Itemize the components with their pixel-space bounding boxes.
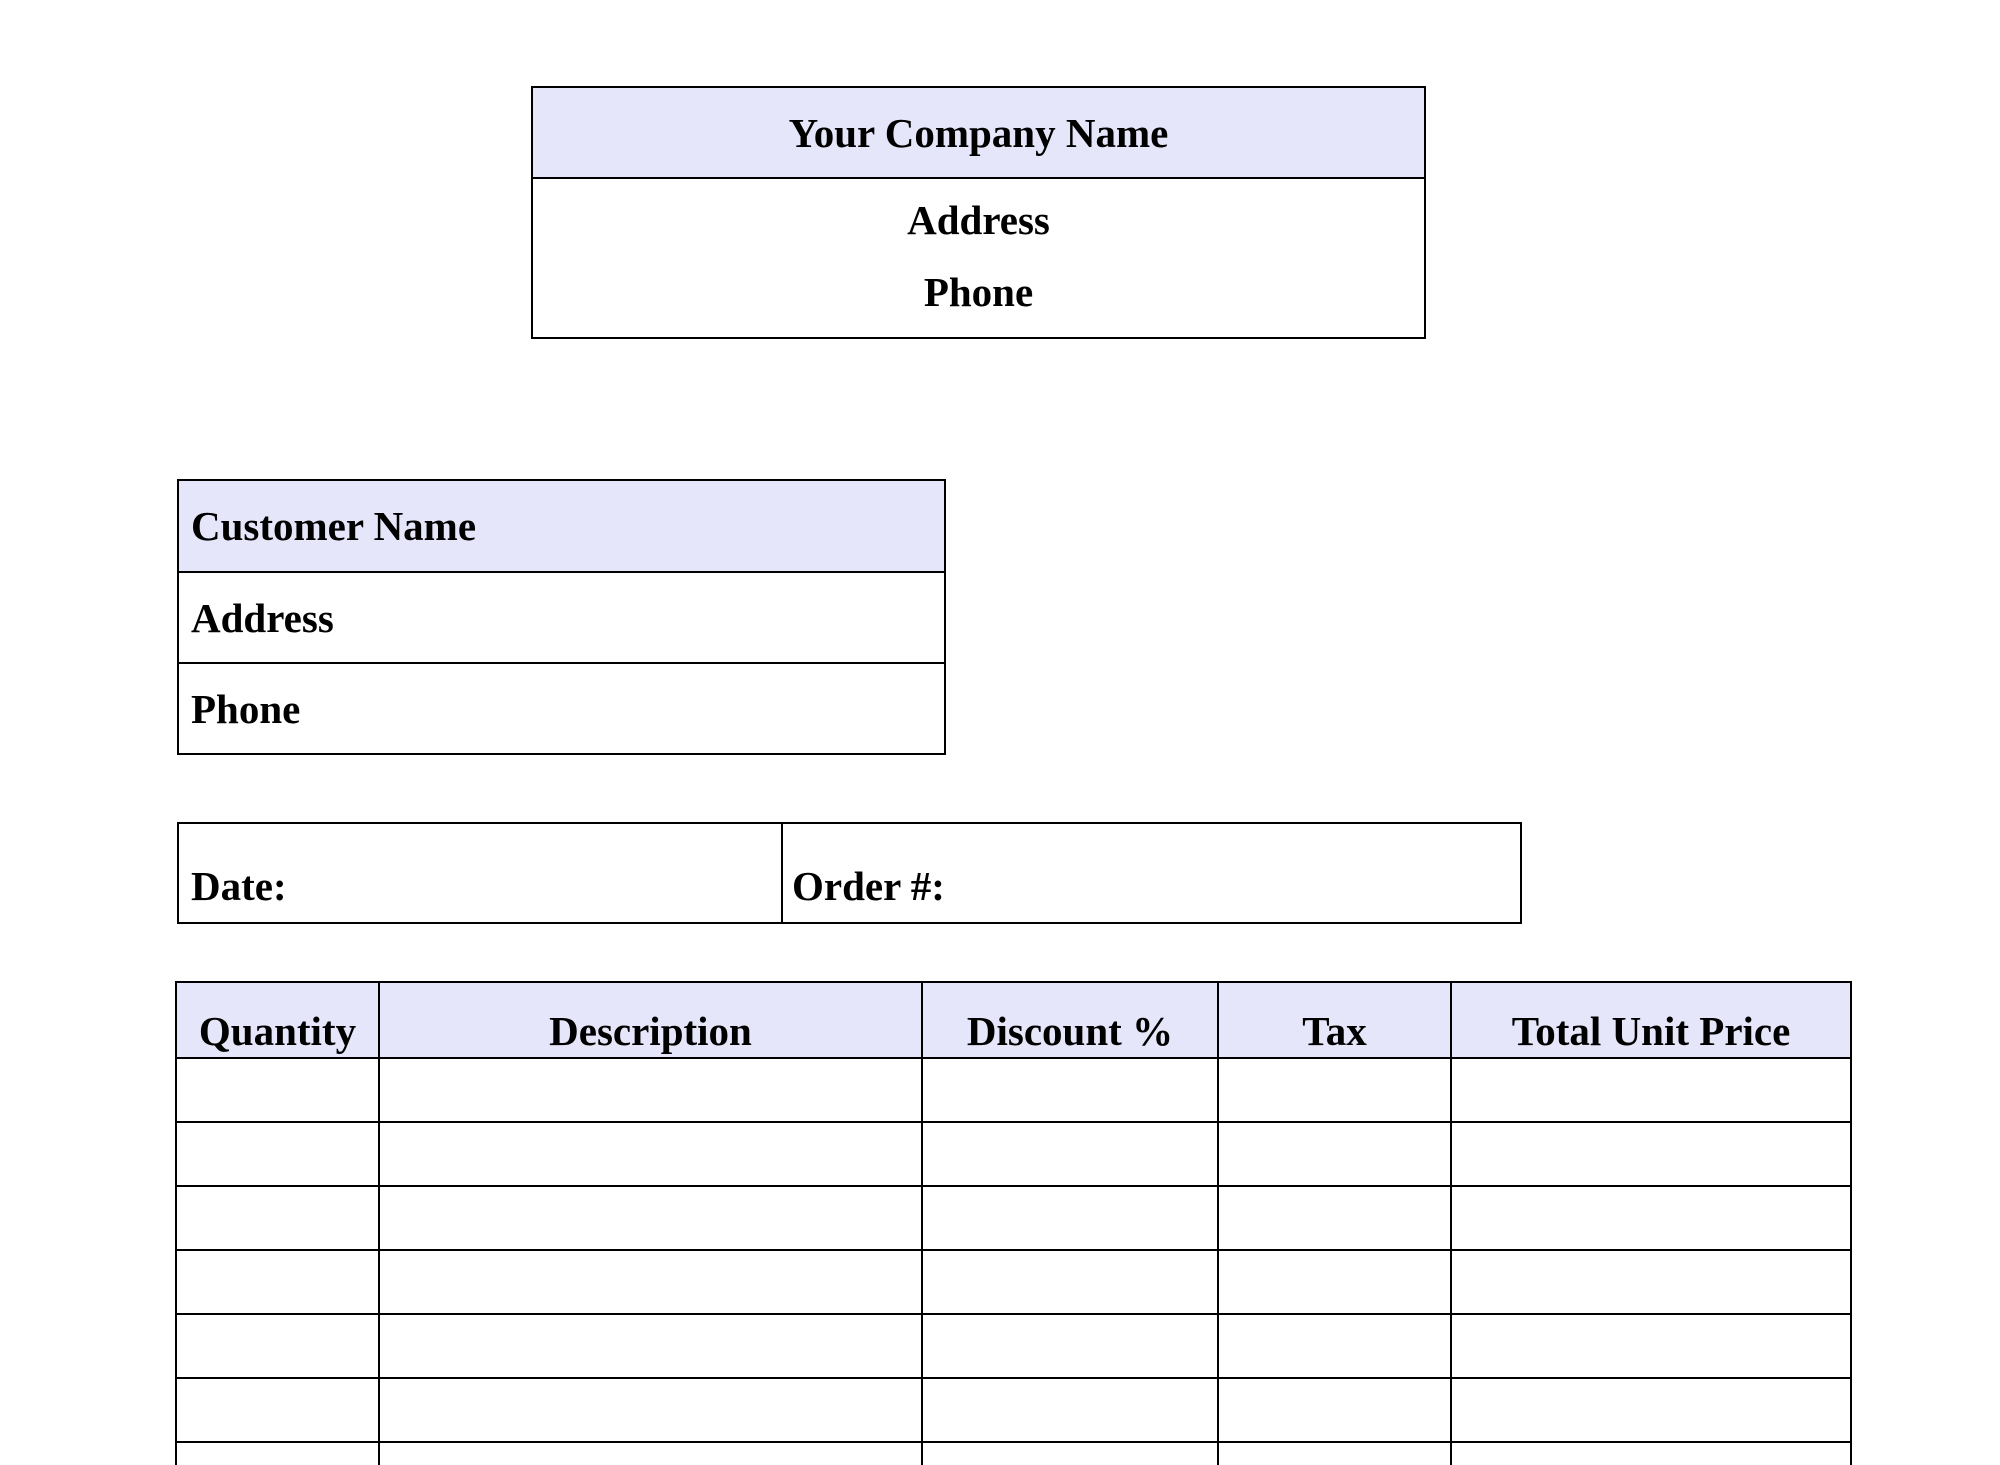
quantity-cell[interactable] <box>176 1314 379 1378</box>
description-cell[interactable] <box>379 1314 922 1378</box>
customer-name[interactable]: Customer Name <box>178 480 945 572</box>
total-unit-price-cell[interactable] <box>1451 1186 1851 1250</box>
customer-info-block <box>177 479 946 755</box>
discount-cell[interactable] <box>922 1442 1218 1465</box>
description-cell[interactable] <box>379 1442 922 1465</box>
description-cell[interactable] <box>379 1250 922 1314</box>
quantity-cell[interactable] <box>176 1058 379 1122</box>
column-header-description: Description <box>379 982 922 1058</box>
line-items-table <box>175 981 1852 1465</box>
tax-cell[interactable] <box>1218 1122 1451 1186</box>
company-address: Address <box>907 197 1050 243</box>
quantity-cell[interactable] <box>176 1442 379 1465</box>
date-field[interactable]: Date: <box>178 823 782 923</box>
tax-cell[interactable] <box>1218 1186 1451 1250</box>
table-row <box>176 1378 1851 1442</box>
table-row <box>176 1442 1851 1465</box>
tax-cell[interactable] <box>1218 1442 1451 1465</box>
table-header-row <box>176 982 1851 1058</box>
company-info-block <box>531 86 1426 339</box>
discount-cell[interactable] <box>922 1122 1218 1186</box>
total-unit-price-cell[interactable] <box>1451 1122 1851 1186</box>
column-header-discount: Discount % <box>922 982 1218 1058</box>
column-header-quantity: Quantity <box>176 982 379 1058</box>
table-row <box>176 1186 1851 1250</box>
total-unit-price-cell[interactable] <box>1451 1378 1851 1442</box>
customer-address[interactable]: Address <box>178 572 945 663</box>
quantity-cell[interactable] <box>176 1378 379 1442</box>
table-row <box>176 1314 1851 1378</box>
order-number-field[interactable]: Order #: <box>782 823 1521 923</box>
tax-cell[interactable] <box>1218 1058 1451 1122</box>
company-name: Your Company Name <box>532 87 1425 178</box>
discount-cell[interactable] <box>922 1058 1218 1122</box>
table-row <box>176 1122 1851 1186</box>
quantity-cell[interactable] <box>176 1250 379 1314</box>
description-cell[interactable] <box>379 1058 922 1122</box>
table-row <box>176 1058 1851 1122</box>
column-header-tax: Tax <box>1218 982 1451 1058</box>
discount-cell[interactable] <box>922 1378 1218 1442</box>
tax-cell[interactable] <box>1218 1314 1451 1378</box>
description-cell[interactable] <box>379 1378 922 1442</box>
total-unit-price-cell[interactable] <box>1451 1442 1851 1465</box>
total-unit-price-cell[interactable] <box>1451 1250 1851 1314</box>
quantity-cell[interactable] <box>176 1186 379 1250</box>
company-contact-cell <box>532 178 1425 338</box>
tax-cell[interactable] <box>1218 1250 1451 1314</box>
table-row <box>176 1250 1851 1314</box>
customer-phone[interactable]: Phone <box>178 663 945 754</box>
discount-cell[interactable] <box>922 1250 1218 1314</box>
description-cell[interactable] <box>379 1186 922 1250</box>
total-unit-price-cell[interactable] <box>1451 1058 1851 1122</box>
tax-cell[interactable] <box>1218 1378 1451 1442</box>
description-cell[interactable] <box>379 1122 922 1186</box>
total-unit-price-cell[interactable] <box>1451 1314 1851 1378</box>
company-phone: Phone <box>923 269 1034 315</box>
quantity-cell[interactable] <box>176 1122 379 1186</box>
discount-cell[interactable] <box>922 1314 1218 1378</box>
column-header-total-unit-price: Total Unit Price <box>1451 982 1851 1058</box>
line-items-body <box>176 1058 1851 1465</box>
date-order-block <box>177 822 1522 924</box>
discount-cell[interactable] <box>922 1186 1218 1250</box>
